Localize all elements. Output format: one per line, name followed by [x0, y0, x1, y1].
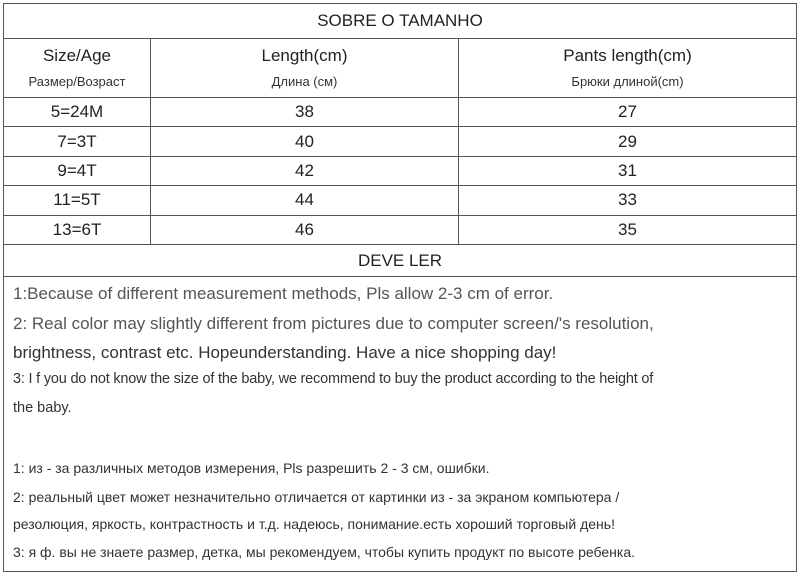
col-size-header — [4, 38, 151, 97]
note-en-1: 1:Because of different measurement methods, Pls allow 2-3 cm of error. — [13, 284, 554, 303]
note-ru-2b: резолюция, яркость, контрастность и т.д. надеюсь, понимание.есть хороший торговый день! — [13, 516, 615, 532]
cell-pants: 27 — [618, 102, 637, 122]
note-ru-1: 1: из - за различных методов измерения, Pls разрешить 2 - 3 см, ошибки. — [13, 460, 490, 476]
cell-length: 42 — [151, 157, 459, 185]
table-row — [4, 216, 796, 245]
cell-length: 40 — [151, 127, 459, 155]
cell-pants: 31 — [618, 160, 637, 180]
chart-title: SOBRE O TAMANHO — [4, 4, 796, 39]
col-length-ru: Длина (см) — [271, 74, 338, 89]
table-row — [4, 127, 796, 156]
cell-size: 5=24M — [4, 98, 151, 126]
cell-length: 38 — [151, 98, 459, 126]
note-en-3a: 3: I f you do not know the size of the baby, we recommend to buy the product according to the height of — [13, 371, 654, 387]
col-pants-ru: Брюки длиной(cm) — [571, 74, 684, 89]
note-en-3b: the baby. — [13, 400, 72, 416]
cell-length: 46 — [151, 216, 459, 244]
col-pants-en: Pants length(cm) — [563, 46, 692, 65]
note-ru-3: 3: я ф. вы не знаете размер, детка, мы рекомендуем, чтобы купить продукт по высоте ребенка. — [13, 544, 636, 560]
note-ru-2a: 2: реальный цвет может незначительно отличается от картинки из - за экраном компьютера / — [13, 489, 620, 505]
note-en-2b: brightness, contrast etc. Hopeunderstanding. Have a nice shopping day! — [13, 343, 557, 362]
cell-pants: 33 — [618, 190, 637, 210]
cell-pants: 29 — [618, 131, 637, 151]
table-row — [4, 98, 796, 127]
cell-size: 9=4T — [4, 157, 151, 185]
size-chart — [3, 3, 797, 572]
cell-size: 13=6T — [4, 216, 151, 244]
table-row — [4, 157, 796, 186]
cell-pants: 35 — [618, 219, 637, 239]
col-length-header — [151, 38, 459, 97]
col-length-en: Length(cm) — [261, 46, 348, 65]
cell-size: 7=3T — [4, 127, 151, 155]
table-row — [4, 186, 796, 215]
notes-title: DEVE LER — [4, 246, 796, 277]
note-en-2a: 2: Real color may slightly different from pictures due to computer screen/'s resolution, — [13, 314, 654, 333]
cell-size: 11=5T — [4, 186, 151, 214]
col-pants-header — [459, 38, 796, 97]
table-header — [4, 38, 796, 98]
col-size-en: Size/Age — [42, 46, 112, 65]
size-table — [4, 38, 796, 245]
col-size-ru: Размер/Возраст — [28, 74, 126, 89]
cell-length: 44 — [151, 186, 459, 214]
